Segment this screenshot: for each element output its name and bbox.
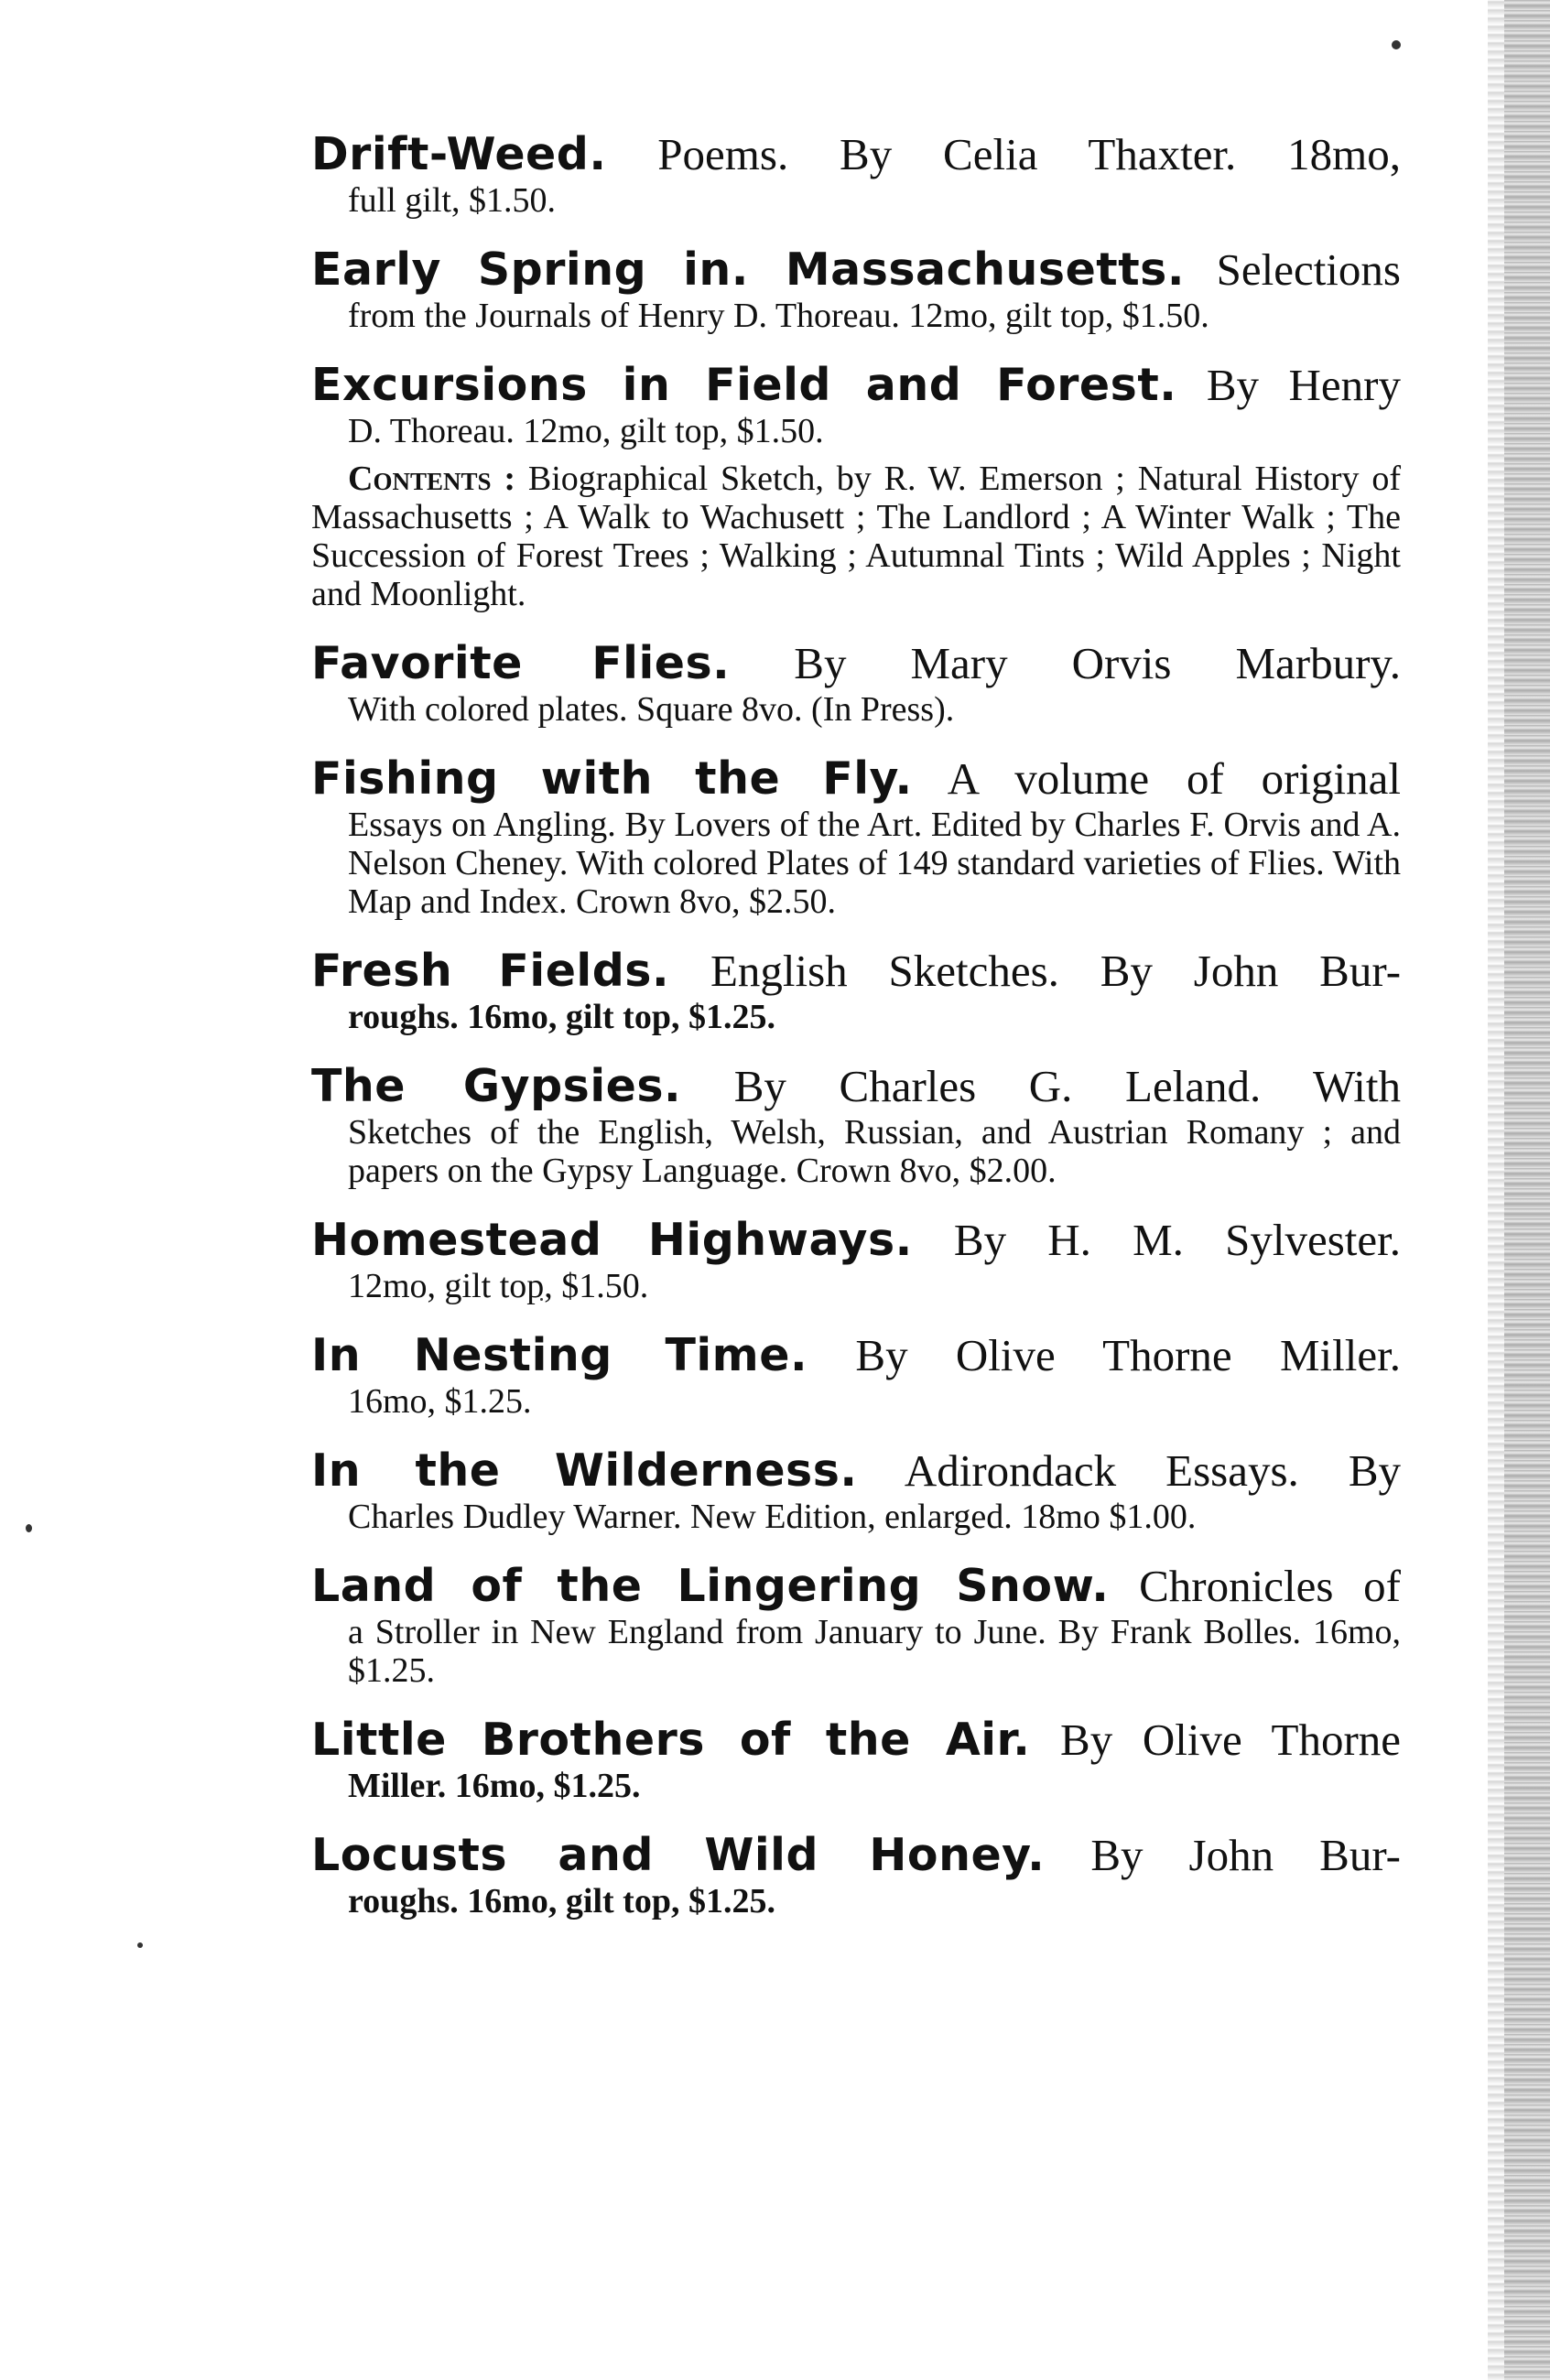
entry-byline: Chronicles of [1139,1561,1401,1611]
catalog-entry [311,1829,1401,1920]
catalog-entry [311,1329,1401,1421]
entry-byline: By Charles G. Leland. With [733,1061,1402,1111]
entry-heading [311,1329,1401,1382]
entry-heading [311,1444,1401,1498]
catalog-page [311,128,1401,1944]
catalog-entry [311,752,1401,921]
entry-heading [311,359,1401,412]
entry-heading [311,637,1401,690]
entry-heading [311,243,1401,297]
entry-heading [311,945,1401,998]
contents-label: Contents : [348,460,515,498]
entry-heading [311,1214,1401,1267]
entry-byline: By John Bur- [1090,1830,1402,1880]
entry-byline: By Olive Thorne Miller. [855,1330,1401,1380]
entry-byline: English Sketches. By John Bur- [710,946,1402,996]
entry-title: In the Wilderness. [311,1444,858,1497]
catalog-entry [311,359,1401,613]
entry-title: Locusts and Wild Honey. [311,1829,1046,1881]
entry-detail: roughs. 16mo, gilt top, $1.25. [348,998,775,1036]
scanned-page-edge [1504,0,1550,2380]
entry-title: Early Spring in. Massachusetts. [311,243,1185,296]
entry-heading [311,1060,1401,1113]
catalog-entry [311,1560,1401,1690]
entry-title: The Gypsies. [311,1060,682,1112]
catalog-entry [311,1714,1401,1805]
scan-speck [137,1942,143,1948]
entry-title: Excursions in Field and Forest. [311,359,1177,411]
entry-heading [311,128,1401,181]
catalog-entry [311,637,1401,729]
entry-title: Land of the Lingering Snow. [311,1560,1110,1612]
entry-title: Little Brothers of the Air. [311,1714,1031,1766]
entry-heading [311,1714,1401,1767]
entry-title: Favorite Flies. [311,637,731,689]
entry-detail: Miller. 16mo, $1.25. [348,1767,641,1805]
entry-detail: With colored plates. Square 8vo. (In Press). [348,690,955,729]
entry-detail: D. Thoreau. 12mo, gilt top, $1.50. [348,412,824,450]
catalog-entry [311,1060,1401,1190]
entry-title: Drift-Weed. [311,128,607,180]
entry-byline: By Henry [1206,360,1401,410]
entry-heading [311,1560,1401,1613]
entry-detail: full gilt, $1.50. [348,181,556,220]
entry-heading [311,752,1401,806]
entry-byline: By H. M. Sylvester. [953,1215,1402,1265]
entry-detail: 16mo, $1.25. [348,1382,532,1421]
catalog-entry [311,243,1401,335]
entry-detail: roughs. 16mo, gilt top, $1.25. [348,1882,775,1920]
entry-detail: a Stroller in New England from January to June. By Frank Bolles. 16mo, $1.25. [348,1613,1401,1690]
catalog-entry [311,1444,1401,1536]
entry-detail: Charles Dudley Warner. New Edition, enlarged. 18mo $1.00. [348,1498,1197,1536]
entry-byline: By Olive Thorne [1060,1715,1402,1765]
entry-byline: Poems. By Celia Thaxter. 18mo, [657,129,1401,179]
entry-byline: By Mary Orvis Marbury. [794,638,1401,688]
scan-speck [1392,40,1401,49]
entry-detail: Essays on Angling. By Lovers of the Art. Edited by Charles F. Orvis and A. Nelson Cheney. With colored Plates of 149 standard varieties of Flies. With Map and Index. Crown 8vo, $2.50. [348,806,1401,921]
entry-title: Fishing with the Fly. [311,752,913,805]
catalog-entry [311,945,1401,1036]
catalog-entry [311,128,1401,220]
entry-heading [311,1829,1401,1882]
entry-title: Homestead Highways. [311,1214,913,1266]
entry-title: In Nesting Time. [311,1329,808,1381]
scanned-page-edge-shadow [1488,0,1504,2380]
entry-contents [311,460,1401,613]
entry-detail: from the Journals of Henry D. Thoreau. 12mo, gilt top, $1.50. [348,297,1209,335]
entry-byline: A volume of original [947,753,1401,804]
entry-detail: 12mo, gilt top, $1.50. [348,1267,649,1305]
scan-speck [26,1524,32,1532]
catalog-entry [311,1214,1401,1305]
entry-detail: Sketches of the English, Welsh, Russian, and Austrian Romany ; and papers on the Gypsy Language. Crown 8vo, $2.00. [348,1113,1401,1190]
contents-text: Biographical Sketch, by R. W. Emerson ; Natural History of Massachusetts ; A Walk to Wachusett ; The Landlord ; A Winter Walk ; The Succession of Forest Trees ; Walking ; Autumnal Tints ; Wild Apples ; Night and Moonlight. [311,460,1402,613]
entry-byline: Adirondack Essays. By [904,1445,1402,1496]
entry-title: Fresh Fields. [311,945,670,997]
entry-byline: Selections [1216,244,1401,295]
